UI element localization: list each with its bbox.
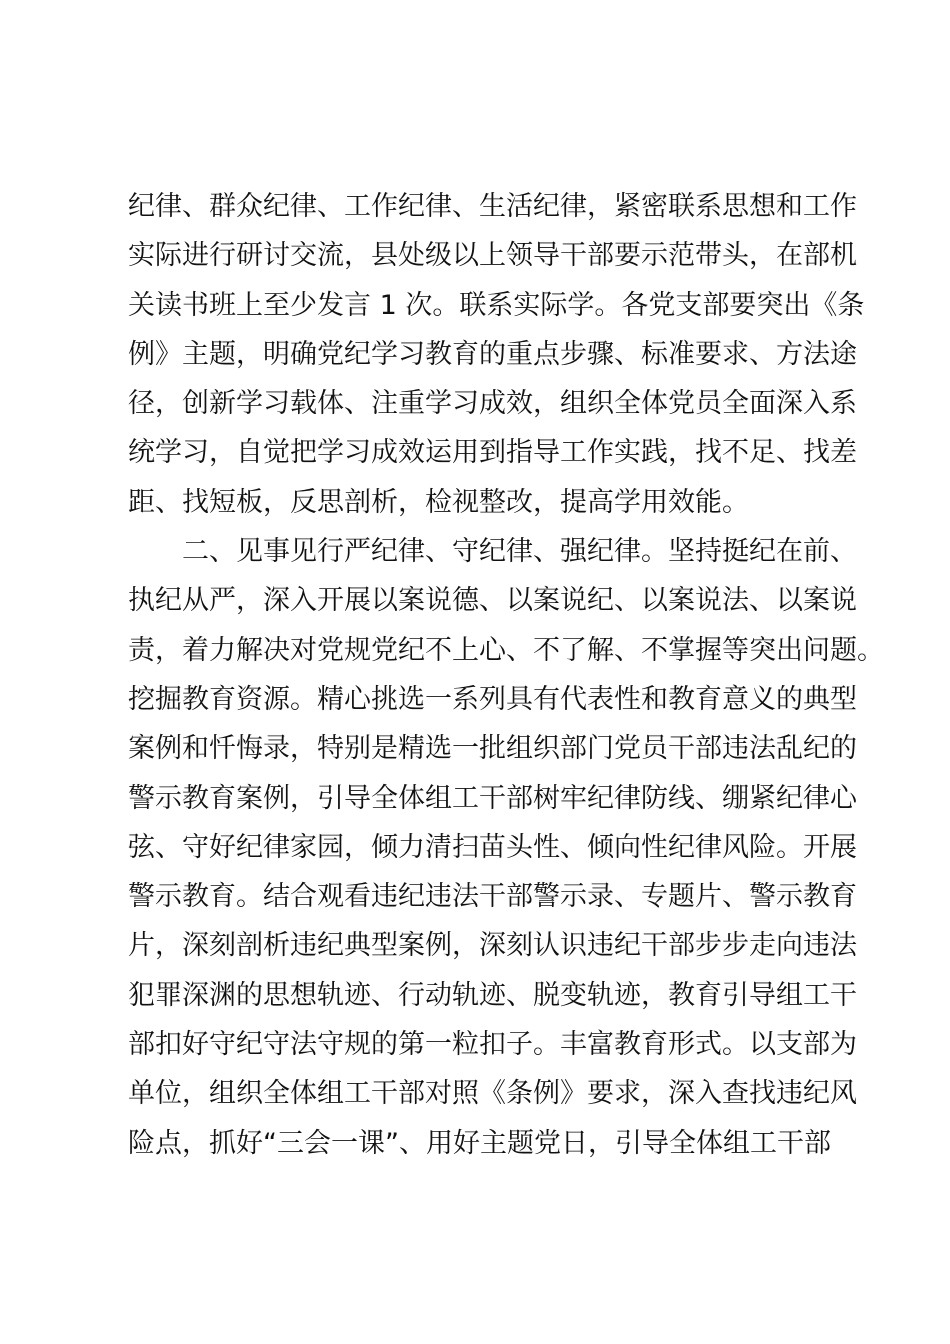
text-line-8: 二、见事见行严纪律、守纪律、强纪律。坚持挺纪在前、 <box>128 536 857 568</box>
text-line-4: 例》主题，明确党纪学习教育的重点步骤、标准要求、方法途 <box>128 338 857 370</box>
text-line-11: 挖掘教育资源。精心挑选一系列具有代表性和教育意义的典型 <box>128 683 857 715</box>
text-line-15: 警示教育。结合观看违纪违法干部警示录、专题片、警示教育 <box>128 881 857 913</box>
text-line-7: 距、找短板，反思剖析，检视整改，提高学用效能。 <box>128 486 749 518</box>
text-line-1: 纪律、群众纪律、工作纪律、生活纪律，紧密联系思想和工作 <box>128 191 857 222</box>
text-line-17: 犯罪深渊的思想轨迹、行动轨迹、脱变轨迹，教育引导组工干 <box>128 979 857 1011</box>
text-line-16: 片，深刻剖析违纪典型案例，深刻认识违纪干部步步走向违法 <box>128 930 857 962</box>
text-line-20: 险点，抓好“三会一课”、用好主题党日，引导全体组工干部 <box>128 1127 831 1159</box>
text-line-3: 关读书班上至少发言 1 次。联系实际学。各党支部要突出《条 <box>128 289 865 321</box>
text-line-13: 警示教育案例，引导全体组工干部树牢纪律防线、绷紧纪律心 <box>128 782 857 814</box>
text-line-18: 部扣好守纪守法守规的第一粒扣子。丰富教育形式。以支部为 <box>128 1029 857 1061</box>
text-line-14: 弦、守好纪律家园，倾力清扫苗头性、倾向性纪律风险。开展 <box>128 831 857 863</box>
text-line-19: 单位，组织全体组工干部对照《条例》要求，深入查找违纪风 <box>128 1078 857 1110</box>
text-line-5: 径，创新学习载体、注重学习成效，组织全体党员全面深入系 <box>128 388 857 420</box>
text-line-9: 执纪从严，深入开展以案说德、以案说纪、以案说法、以案说 <box>128 585 857 617</box>
body-text <box>128 182 884 1168</box>
text-line-2: 实际进行研讨交流，县处级以上领导干部要示范带头，在部机 <box>128 240 857 272</box>
text-line-10: 责，着力解决对党规党纪不上心、不了解、不掌握等突出问题。 <box>128 634 884 666</box>
text-line-6: 统学习，自觉把学习成效运用到指导工作实践，找不足、找差 <box>128 437 857 469</box>
text-line-12: 案例和忏悔录，特别是精选一批组织部门党员干部违法乱纪的 <box>128 733 857 765</box>
